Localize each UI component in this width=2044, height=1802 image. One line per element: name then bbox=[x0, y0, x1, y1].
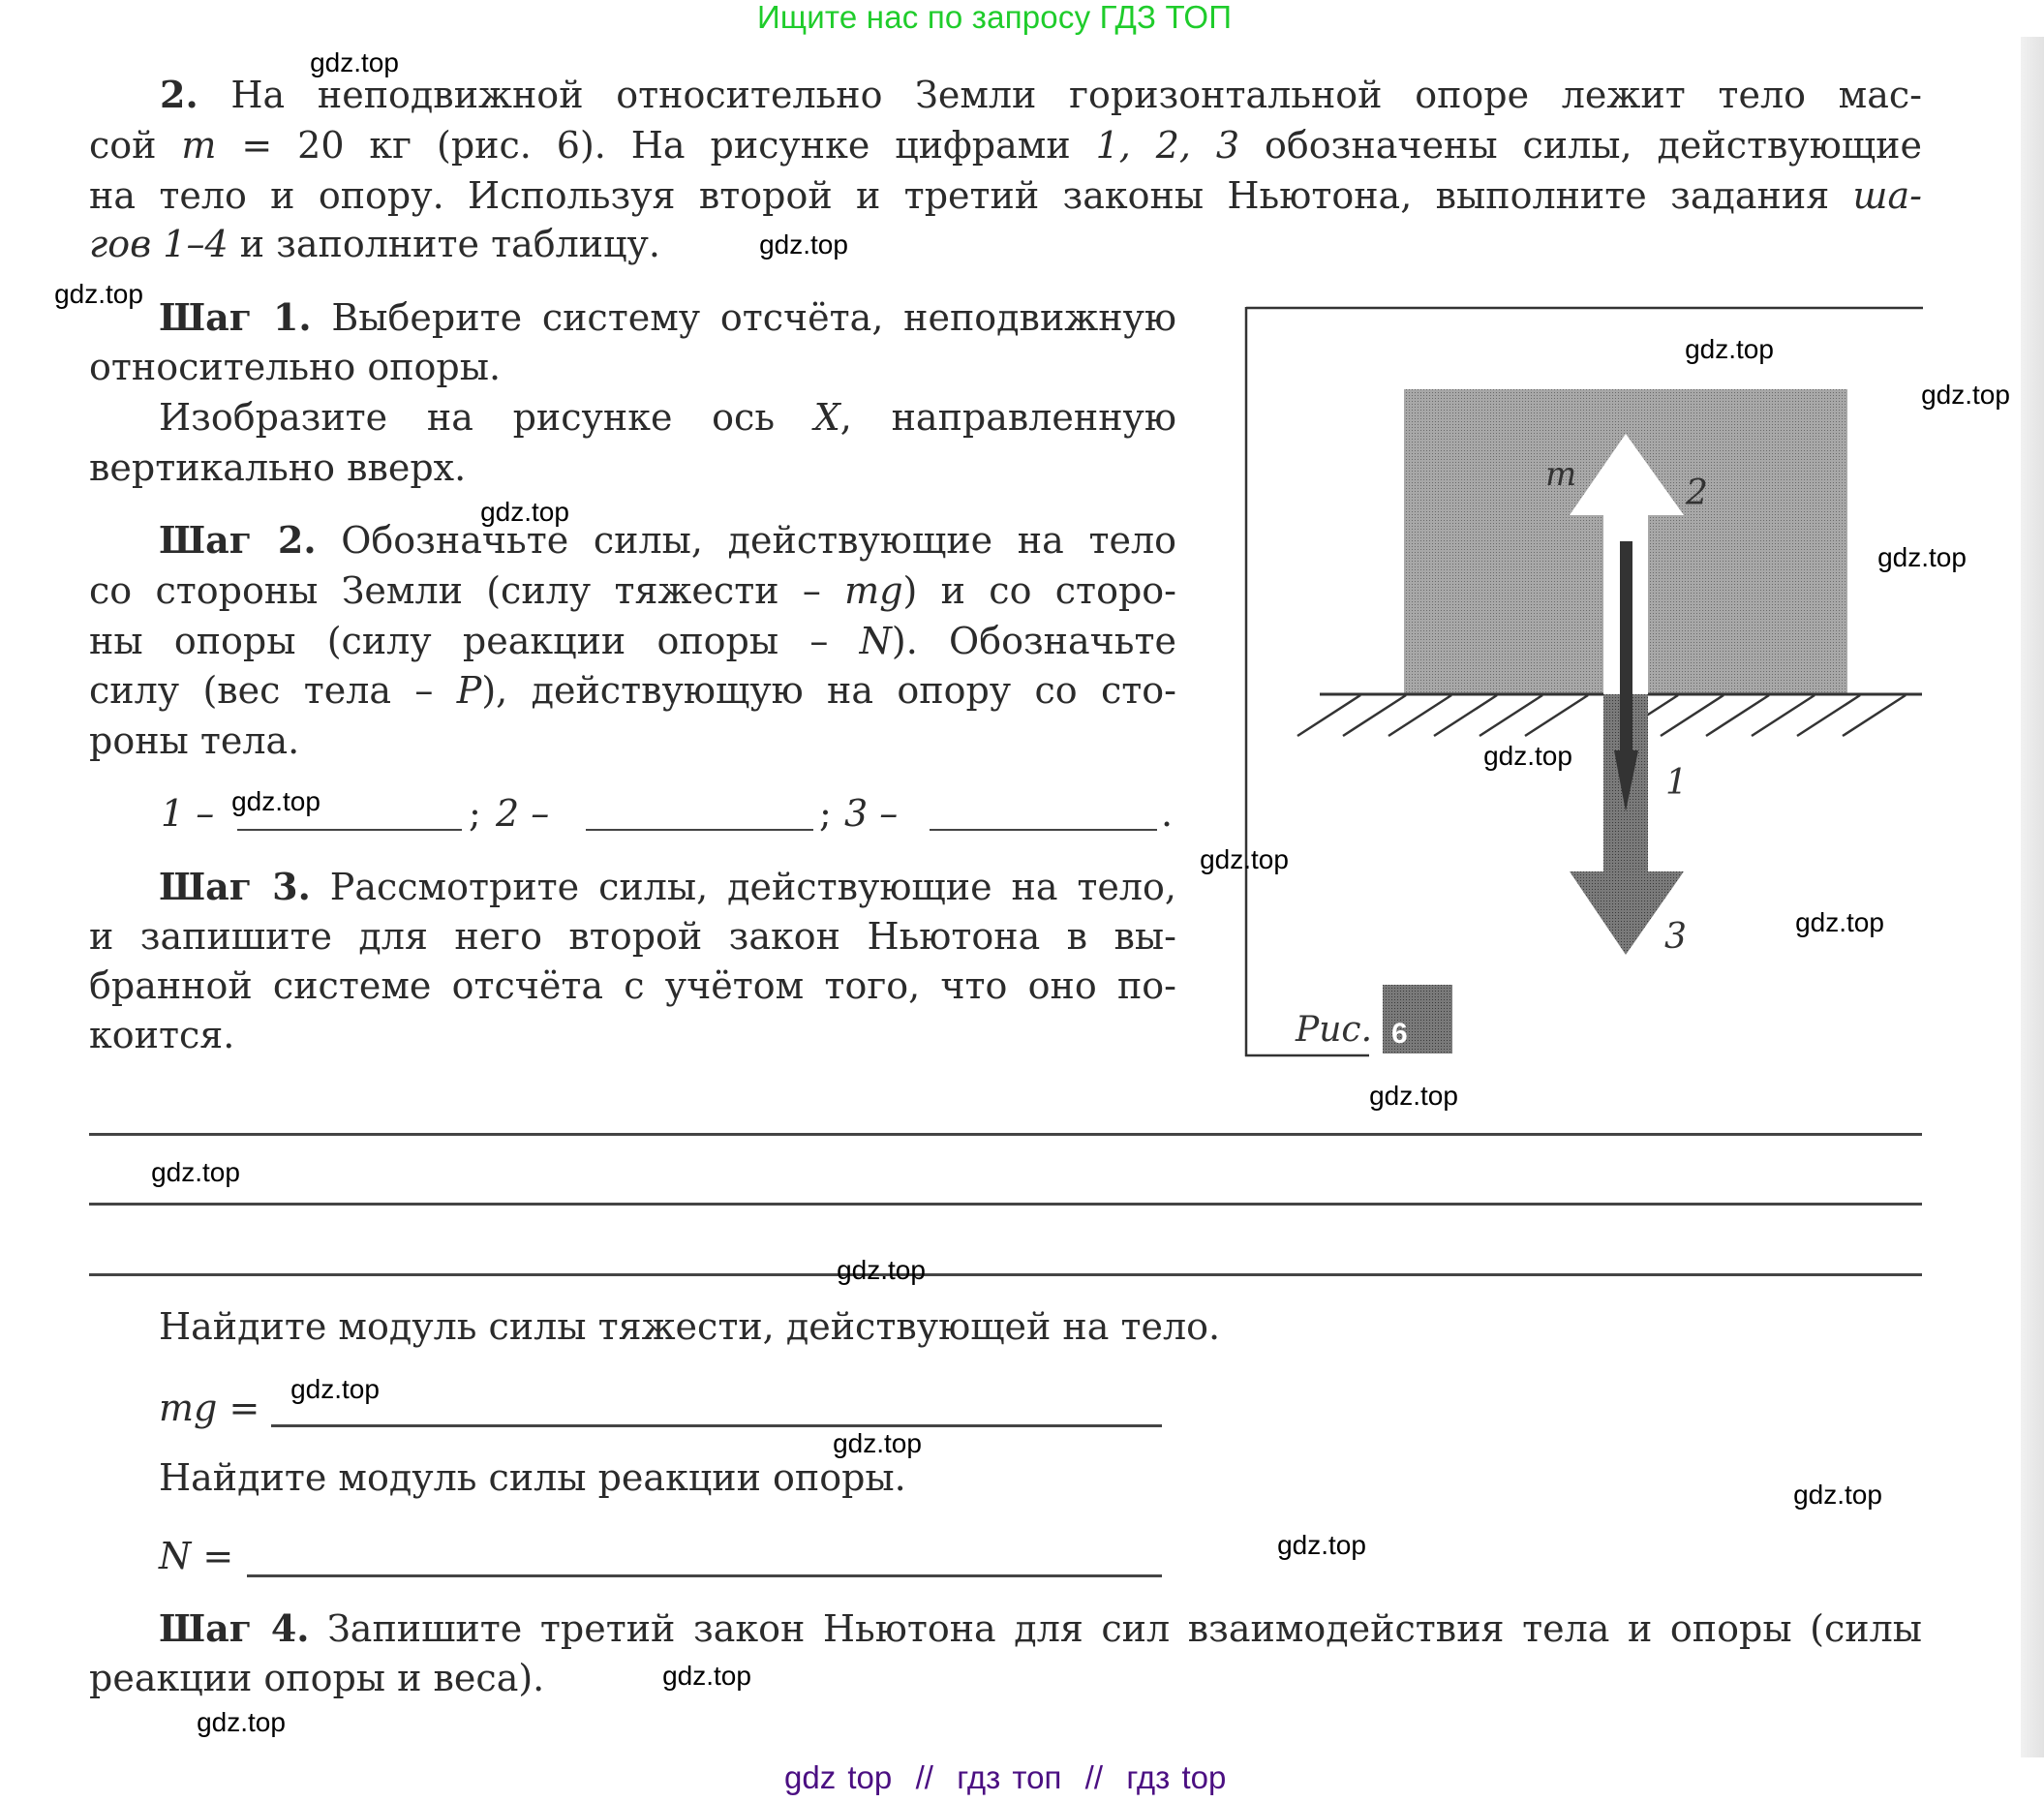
text-italic: ша- bbox=[1852, 174, 1922, 217]
step-1-label: Шаг 1. bbox=[159, 295, 312, 339]
step-3-line-4: коится. bbox=[89, 1014, 235, 1056]
step-4-label: Шаг 4. bbox=[159, 1606, 310, 1650]
text: Обозначьте силы, действующие на тело bbox=[316, 519, 1176, 562]
watermark: gdz.top bbox=[1200, 844, 1289, 874]
n-label: N = bbox=[159, 1535, 234, 1577]
footer-banner bbox=[0, 1757, 2044, 1802]
period: . bbox=[1161, 792, 1174, 835]
watermark: gdz.top bbox=[759, 229, 848, 260]
text: , направленную bbox=[839, 396, 1176, 439]
separator: ; bbox=[469, 792, 481, 835]
text: Выберите систему отсчёта, неподвижную bbox=[311, 296, 1177, 339]
text: ны опоры (силу реакции опоры – bbox=[89, 620, 860, 662]
separator: ; bbox=[819, 792, 832, 835]
figure-caption-number: 6 bbox=[1391, 1018, 1408, 1050]
watermark: gdz.top bbox=[197, 1707, 286, 1737]
watermark: gdz.top bbox=[1795, 907, 1884, 937]
weight-symbol: P bbox=[456, 669, 482, 712]
normal-force-symbol: N bbox=[859, 620, 892, 662]
watermark: gdz.top bbox=[837, 1255, 926, 1285]
step-3-label: Шаг 3. bbox=[159, 865, 311, 908]
mg-label: mg = bbox=[159, 1387, 260, 1429]
text: = 20 кг (рис. 6). На рисунке цифрами bbox=[216, 124, 1096, 167]
gravity-symbol: mg bbox=[844, 569, 903, 612]
text: на тело и опору. Используя второй и третий законы Ньютона, выполните задания bbox=[89, 174, 1853, 217]
force-3-label: 3 – bbox=[844, 792, 899, 835]
text: и заполните таблицу. bbox=[228, 223, 660, 265]
body-mass-label: m bbox=[1545, 455, 1577, 494]
step-3-line-2: и запишите для него второй закон Ньютона в вы- bbox=[89, 915, 1176, 958]
watermark: gdz.top bbox=[1277, 1530, 1366, 1560]
text: сой bbox=[89, 124, 182, 167]
watermark: gdz.top bbox=[833, 1428, 922, 1458]
text: обозначены силы, действующие bbox=[1239, 124, 1922, 167]
step-4-line-2: реакции опоры и веса). bbox=[89, 1657, 545, 1699]
force-1-label: 1 – bbox=[161, 792, 215, 835]
watermark: gdz.top bbox=[480, 497, 569, 527]
find-gravity-prompt: Найдите модуль силы тяжести, действующей на тело. bbox=[159, 1305, 1221, 1348]
axis-symbol: X bbox=[813, 396, 840, 439]
force-numbers: 1, 2, 3 bbox=[1095, 124, 1240, 167]
step-2-line-5: роны тела. bbox=[89, 719, 300, 762]
watermark: gdz.top bbox=[1369, 1081, 1458, 1111]
text: Рассмотрите силы, действующие на тело, bbox=[310, 866, 1176, 908]
watermark: gdz.top bbox=[231, 786, 320, 816]
find-reaction-prompt: Найдите модуль силы реакции опоры. bbox=[159, 1456, 906, 1499]
mass-symbol: m bbox=[181, 124, 217, 167]
footer-banner-text: gdz top // гдз топ // гдз top bbox=[784, 1759, 1227, 1795]
watermark: gdz.top bbox=[1877, 542, 1967, 572]
watermark: gdz.top bbox=[1793, 1480, 1882, 1510]
text: ) и со сторо- bbox=[902, 569, 1176, 612]
text: ), действующую на опору со сто- bbox=[481, 669, 1176, 712]
figure-caption-prefix: Рис. bbox=[1296, 1010, 1373, 1050]
step-1-line-4: вертикально вверх. bbox=[89, 446, 467, 489]
step-3-line-3: бранной системе отсчёта с учётом того, что оно по- bbox=[89, 964, 1176, 1007]
text: На неподвижной относительно Земли горизонтальной опоре лежит тело мас- bbox=[230, 74, 1922, 116]
force-2-label-figure: 2 bbox=[1686, 473, 1708, 513]
task-number: 2. bbox=[160, 73, 198, 116]
text-italic: гов 1–4 bbox=[89, 223, 229, 265]
text: Запишите третий закон Ньютона для сил взаимодействия тела и опоры (силы bbox=[309, 1607, 1922, 1650]
text: силу (вес тела – bbox=[89, 669, 457, 712]
watermark: gdz.top bbox=[662, 1661, 751, 1691]
step-2-label: Шаг 2. bbox=[159, 518, 317, 562]
watermark: gdz.top bbox=[290, 1374, 380, 1404]
force-1-label-figure: 1 bbox=[1665, 763, 1688, 803]
watermark: gdz.top bbox=[151, 1157, 240, 1187]
watermark: gdz.top bbox=[1483, 741, 1572, 771]
text: со стороны Земли (силу тяжести – bbox=[89, 569, 845, 612]
watermark: gdz.top bbox=[54, 279, 143, 309]
watermark: gdz.top bbox=[310, 47, 399, 77]
watermark: gdz.top bbox=[1685, 334, 1774, 364]
step-1-line-2: относительно опоры. bbox=[89, 346, 502, 388]
force-2-label: 2 – bbox=[496, 792, 550, 835]
force-3-label-figure: 3 bbox=[1664, 917, 1687, 957]
watermark: gdz.top bbox=[1921, 380, 2010, 410]
text: Изобразите на рисунке ось bbox=[159, 396, 814, 439]
header-banner-text: Ищите нас по запросу ГДЗ ТОП bbox=[757, 0, 1233, 35]
text: ). Обозначьте bbox=[891, 620, 1176, 662]
